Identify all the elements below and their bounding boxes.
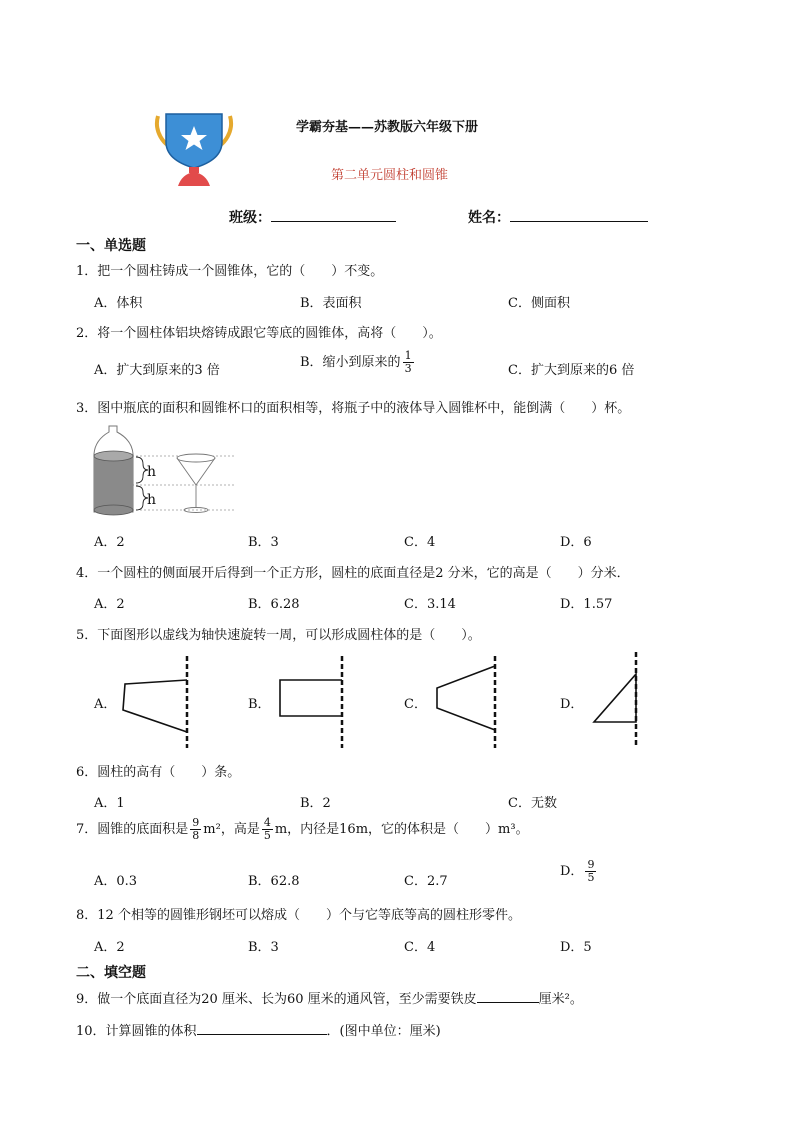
q4-option-b[interactable]: B．6.28 xyxy=(248,597,300,612)
name-label: 姓名： xyxy=(468,210,510,226)
q7-fraction-area: $\frac{9}{8}$ xyxy=(192,816,200,842)
q2-option-b-fraction: $\frac{1}{3}$ xyxy=(404,349,412,375)
question-4: 4．一个圆柱的侧面展开后得到一个正方形，圆柱的底面直径是2 分米，它的高是（ ）分米． xyxy=(76,566,630,581)
q7-text-mid: m²，高是 xyxy=(203,822,260,837)
q10-text-end: ．(图中单位：厘米) xyxy=(326,1024,441,1039)
q6-option-a[interactable]: A．1 xyxy=(94,796,125,811)
worksheet-title: 学霸夯基——苏教版六年级下册 xyxy=(296,120,479,135)
q2-option-b-text: B．缩小到原来的 xyxy=(300,355,401,370)
q7-option-c[interactable]: C．2.7 xyxy=(404,874,448,889)
q2-option-b[interactable] xyxy=(300,350,416,375)
q9-answer-blank[interactable] xyxy=(477,990,539,1003)
q7-text-end: m，内径是16m，它的体积是（ ）m³。 xyxy=(274,822,529,837)
q6-option-c[interactable]: C．无数 xyxy=(508,796,557,811)
q9-text-end: 厘米²。 xyxy=(538,992,583,1007)
q8-option-a[interactable]: A．2 xyxy=(94,940,125,955)
trophy-logo xyxy=(152,112,236,188)
q5-option-c[interactable]: C． xyxy=(404,697,427,712)
question-6: 6．圆柱的高有（ ）条。 xyxy=(76,765,241,780)
question-3: 3．图中瓶底的面积和圆锥杯口的面积相等，将瓶子中的液体导入圆锥杯中，能倒满（ ）杯。 xyxy=(76,401,631,416)
q8-option-c[interactable]: C．4 xyxy=(404,940,436,955)
q7-option-d-fraction: $\frac{9}{5}$ xyxy=(587,858,595,884)
q8-option-d[interactable]: D．5 xyxy=(560,940,592,955)
question-7 xyxy=(76,817,529,842)
question-9 xyxy=(76,988,583,1007)
q3-option-b[interactable]: B．3 xyxy=(248,535,279,550)
q1-option-c[interactable]: C．侧面积 xyxy=(508,296,570,311)
q3-option-c[interactable]: C．4 xyxy=(404,535,436,550)
q6-option-b[interactable]: B．2 xyxy=(300,796,331,811)
question-2: 2．将一个圆柱体铝块熔铸成跟它等底的圆锥体，高将（ ）。 xyxy=(76,326,442,341)
q1-option-b[interactable]: B．表面积 xyxy=(300,296,362,311)
section-title-single-choice: 一、单选题 xyxy=(76,238,146,254)
q3-option-a[interactable]: A．2 xyxy=(94,535,125,550)
q4-option-c[interactable]: C．3.14 xyxy=(404,597,456,612)
section-title-fill-blank: 二、填空题 xyxy=(76,965,146,981)
q7-option-a[interactable]: A．0.3 xyxy=(94,874,138,889)
unit-subtitle: 第二单元圆柱和圆锥 xyxy=(331,168,449,183)
name-field xyxy=(468,207,648,227)
height-label-bottom: h xyxy=(147,492,157,508)
q5-shape-b xyxy=(270,654,350,750)
q7-option-b[interactable]: B．62.8 xyxy=(248,874,300,889)
q5-shape-c xyxy=(425,654,505,750)
q5-option-b[interactable]: B． xyxy=(248,697,271,712)
class-label: 班级： xyxy=(229,210,271,226)
q5-shape-d xyxy=(582,650,652,750)
q10-text-start: 10．计算圆锥的体积 xyxy=(76,1024,197,1039)
q2-option-c[interactable]: C．扩大到原来的6 倍 xyxy=(508,363,635,378)
q7-fraction-height: $\frac{4}{5}$ xyxy=(263,816,271,842)
class-field xyxy=(229,207,396,227)
name-blank[interactable] xyxy=(510,209,648,222)
q1-option-a[interactable]: A．体积 xyxy=(94,296,143,311)
q9-text-start: 9．做一个底面直径为20 厘米、长为60 厘米的通风管，至少需要铁皮 xyxy=(76,992,477,1007)
q3-option-d[interactable]: D．6 xyxy=(560,535,592,550)
q7-option-d[interactable] xyxy=(560,859,598,884)
q10-answer-blank[interactable] xyxy=(197,1022,327,1035)
q5-option-d[interactable]: D． xyxy=(560,697,584,712)
q4-option-d[interactable]: D．1.57 xyxy=(560,597,613,612)
q7-option-d-label: D． xyxy=(560,864,584,879)
q5-option-a[interactable]: A． xyxy=(94,697,117,712)
q7-text-start: 7．圆锥的底面积是 xyxy=(76,822,189,837)
q4-option-a[interactable]: A．2 xyxy=(94,597,125,612)
question-5: 5．下面图形以虚线为轴快速旋转一周，可以形成圆柱体的是（ ）。 xyxy=(76,628,481,643)
question-10 xyxy=(76,1020,441,1039)
question-8: 8．12 个相等的圆锥形钢坯可以熔成（ ）个与它等底等高的圆柱形零件。 xyxy=(76,908,521,923)
q8-option-b[interactable]: B．3 xyxy=(248,940,279,955)
class-blank[interactable] xyxy=(271,209,396,222)
q5-shape-a xyxy=(115,654,195,750)
question-1: 1．把一个圆柱铸成一个圆锥体，它的（ ）不变。 xyxy=(76,264,384,279)
bottle-cone-diagram xyxy=(88,424,238,520)
height-label-top: h xyxy=(147,464,157,480)
q2-option-a[interactable]: A．扩大到原来的3 倍 xyxy=(94,363,220,378)
